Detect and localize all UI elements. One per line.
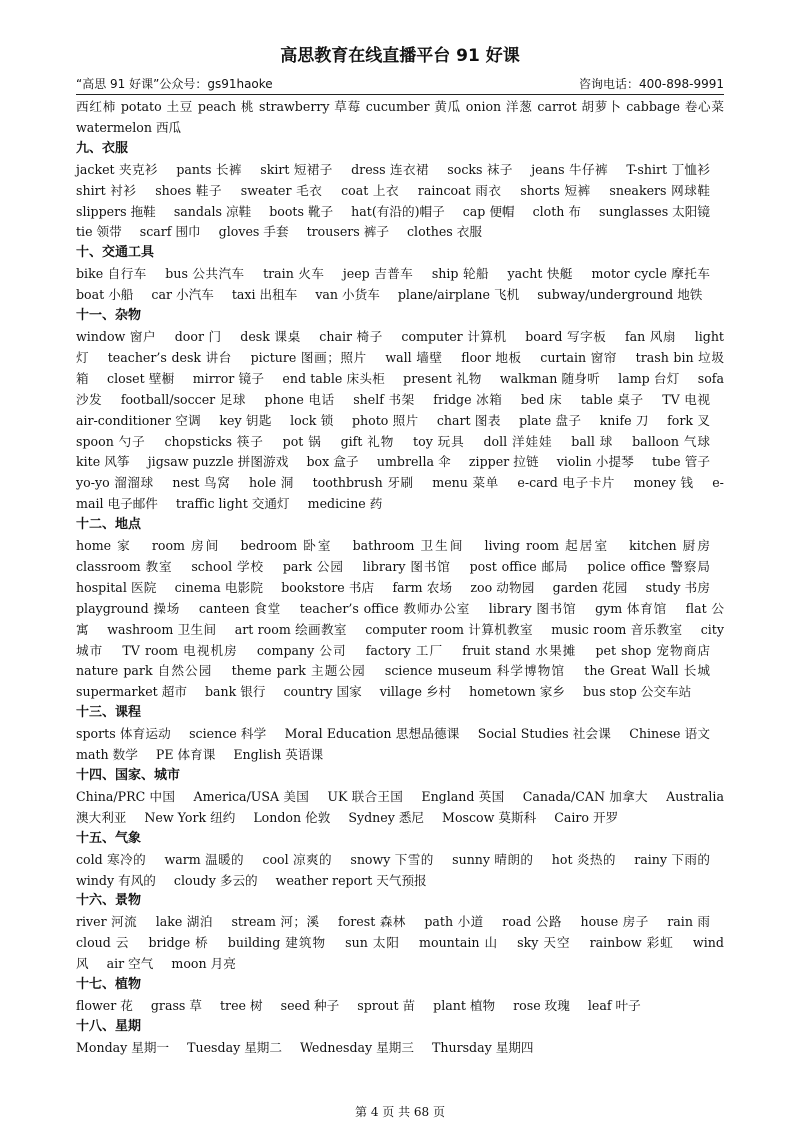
- section-title: 十一、杂物: [76, 308, 142, 324]
- vocab-item: Social Studies 社会课: [477, 726, 612, 742]
- vocab-item: gloves 手套: [218, 224, 289, 240]
- vocab-item: shirt 衬衫: [76, 182, 137, 198]
- vocab-item: park 公园: [282, 558, 344, 574]
- vocab-item: clothes 衣服: [406, 224, 482, 240]
- vocab-item: bedroom 卧室: [240, 538, 333, 554]
- vocab-item: library 图书馆: [362, 558, 451, 574]
- vocab-item: Wednesday 星期三: [300, 1039, 414, 1055]
- vocab-item: skirt 短裙子: [260, 161, 333, 177]
- vocab-item: path 小道: [424, 914, 484, 930]
- section-title: 十二、地点: [76, 517, 142, 533]
- page-header: [76, 0, 724, 95]
- vocab-item: chart 图表: [436, 412, 501, 428]
- vocab-item: phone 电话: [264, 391, 335, 407]
- vocab-item: chair 椅子: [319, 328, 383, 344]
- vocab-item: door 门: [174, 328, 222, 344]
- vocab-item: dress 连衣裙: [351, 161, 429, 177]
- vocab-item: van 小货车: [315, 287, 380, 303]
- vocab-item: teacher’s office 教师办公室: [299, 600, 471, 616]
- section-title: 十五、气象: [76, 830, 142, 846]
- vocab-item: money 钱: [633, 475, 694, 491]
- vocab-item: weather report 天气预报: [275, 872, 427, 888]
- vocab-item: lock 锁: [290, 412, 334, 428]
- vocab-item: rose 玫瑰: [513, 997, 570, 1013]
- vocab-item: building 建筑物: [227, 935, 327, 951]
- vocab-item: cloth 布: [532, 203, 582, 219]
- vocab-item: sunny 晴朗的: [452, 851, 534, 867]
- vocab-item: jacket 夹克衫: [76, 161, 158, 177]
- vocab-item: England 英国: [421, 788, 505, 804]
- section-body: [76, 912, 724, 975]
- vocab-item: bus stop 公交车站: [583, 684, 692, 700]
- vocab-item: slippers 拖鞋: [76, 203, 156, 219]
- vocab-item: scarf 围巾: [139, 224, 201, 240]
- vocab-item: flat 公寓: [76, 600, 724, 637]
- vocab-item: cap 便帽: [462, 203, 515, 219]
- vocab-item: Moral Education 思想品德课: [284, 726, 460, 742]
- vocab-item: gym 体育馆: [595, 600, 667, 616]
- vocab-item: English 英语课: [233, 747, 324, 763]
- vocab-item: snowy 下雪的: [350, 851, 434, 867]
- vocab-item: playground 操场: [76, 600, 181, 616]
- vocab-item: sneakers 网球鞋: [609, 182, 711, 198]
- vocab-item: hat(有沿的)帽子: [351, 203, 445, 219]
- vocab-item: umbrella 伞: [376, 454, 451, 470]
- vocab-item: box 盒子: [306, 454, 359, 470]
- vocab-item: fork 叉: [667, 412, 710, 428]
- vocab-item: Chinese 语文: [629, 726, 711, 742]
- vocab-item: shorts 短裤: [520, 182, 591, 198]
- vocab-item: menu 菜单: [432, 475, 499, 491]
- vocab-item: farm 农场: [392, 579, 453, 595]
- vocab-item: kitchen 厨房: [629, 538, 710, 554]
- vocab-item: curtain 窗帘: [540, 349, 618, 365]
- vocab-item: plane/airplane 飞机: [397, 287, 520, 303]
- vocab-item: living room 起居室: [484, 538, 610, 554]
- vocab-item: bridge 桥: [148, 935, 209, 951]
- section-title: 十三、课程: [76, 705, 142, 721]
- vocab-item: garden 花园: [552, 579, 628, 595]
- vocab-item: Cairo 开罗: [554, 809, 619, 825]
- section-body: [76, 536, 724, 703]
- vocab-item: cloud 云: [76, 935, 130, 951]
- vocab-item: T-shirt 丁恤衫: [626, 161, 710, 177]
- vocab-item: key 钥匙: [219, 412, 272, 428]
- vocab-item: classroom 教室: [76, 558, 173, 574]
- vocab-item: factory 工厂: [365, 642, 444, 658]
- vocab-item: PE 体育课: [155, 747, 216, 763]
- vocab-item: Moscow 莫斯科: [442, 809, 537, 825]
- section-body: [76, 264, 724, 306]
- vocab-item: cool 凉爽的: [262, 851, 332, 867]
- vocab-item: yo-yo 溜溜球: [76, 475, 154, 491]
- section-body: [76, 996, 724, 1017]
- vocab-item: forest 森林: [338, 914, 406, 930]
- vocab-item: medicine 药: [307, 496, 383, 512]
- vocab-item: China/PRC 中国: [76, 788, 176, 804]
- vocab-item: cinema 电影院: [174, 579, 264, 595]
- vocab-item: seed 种子: [280, 997, 340, 1013]
- vocab-item: air-conditioner 空调: [76, 412, 202, 428]
- vocab-item: rain 雨: [667, 914, 710, 930]
- vocab-item: balloon 气球: [632, 433, 710, 449]
- vocab-item: UK 联合王国: [327, 788, 404, 804]
- section-title: 十八、星期: [76, 1018, 142, 1034]
- vocab-item: zoo 动物园: [470, 579, 535, 595]
- vocab-item: science 科学: [189, 726, 267, 742]
- vocab-item: end table 床头柜: [282, 370, 385, 386]
- vocab-item: the Great Wall 长城: [584, 663, 710, 679]
- vocab-item: sky 天空: [517, 935, 571, 951]
- section-body: [76, 327, 724, 515]
- vocab-item: music room 音乐教室: [551, 621, 683, 637]
- vocab-item: London 伦敦: [253, 809, 331, 825]
- vocab-item: road 公路: [502, 914, 562, 930]
- vocab-item: jigsaw puzzle 拼图游戏: [147, 454, 289, 470]
- wechat-account: “高思 91 好课”公众号：gs91haoke: [76, 77, 273, 91]
- vocab-item: ship 轮船: [431, 266, 490, 282]
- vocab-item: computer room 计算机教室: [365, 621, 533, 637]
- vocab-item: hole 洞: [249, 475, 294, 491]
- vocab-item: TV room 电视机房: [122, 642, 238, 658]
- vocab-item: Sydney 悉尼: [348, 809, 425, 825]
- vocab-item: board 写字板: [525, 328, 607, 344]
- section-body: [76, 850, 724, 892]
- vocab-item: study 书房: [645, 579, 710, 595]
- vocab-item: fridge 冰箱: [433, 391, 503, 407]
- vocab-item: light 灯: [76, 328, 724, 365]
- vocab-item: bike 自行车: [76, 266, 147, 282]
- vocab-item: country 国家: [283, 684, 362, 700]
- vocab-item: supermarket 超市: [76, 684, 187, 700]
- section-body: [76, 724, 724, 766]
- section-title: 十七、植物: [76, 977, 142, 993]
- vocab-item: canteen 食堂: [198, 600, 281, 616]
- header-subline: [76, 76, 724, 92]
- vocab-item: hometown 家乡: [469, 684, 565, 700]
- vocab-item: pants 长裤: [176, 161, 242, 177]
- vocab-item: flower 花: [76, 997, 133, 1013]
- header-divider: [76, 94, 724, 95]
- vocab-item: chopsticks 筷子: [164, 433, 264, 449]
- vocab-item: theme park 主题公园: [231, 663, 366, 679]
- vocab-item: yacht 快艇: [507, 266, 573, 282]
- vocab-item: kite 风筝: [76, 454, 130, 470]
- vocab-item: plate 盘子: [519, 412, 582, 428]
- vocab-item: library 图书馆: [488, 600, 577, 616]
- vocab-item: city 城市: [76, 621, 724, 658]
- vocab-item: grass 草: [150, 997, 202, 1013]
- vocab-item: desk 课桌: [240, 328, 301, 344]
- contact-phone: 咨询电话：400-898-9991: [578, 77, 724, 91]
- vocab-item: present 礼物: [403, 370, 482, 386]
- vocab-item: art room 绘画教室: [234, 621, 347, 637]
- vocab-item: rainy 下雨的: [634, 851, 710, 867]
- vocab-item: mirror 镜子: [192, 370, 265, 386]
- vocab-item: hospital 医院: [76, 579, 157, 595]
- vocab-item: raincoat 雨衣: [417, 182, 502, 198]
- vocab-item: warm 温暖的: [164, 851, 245, 867]
- vocab-item: Thursday 星期四: [431, 1039, 534, 1055]
- section-body: [76, 160, 724, 244]
- vocab-item: boots 靴子: [269, 203, 334, 219]
- vocab-item: bus 公共汽车: [165, 266, 245, 282]
- vocabulary-content: [76, 97, 724, 1059]
- vocab-item: taxi 出租车: [231, 287, 298, 303]
- vocab-item: America/USA 美国: [193, 788, 310, 804]
- vocab-item: toothbrush 牙刷: [312, 475, 414, 491]
- vocab-item: moon 月亮: [171, 956, 236, 972]
- vocab-item: bed 床: [520, 391, 563, 407]
- vocab-item: motor cycle 摩托车: [591, 266, 710, 282]
- vocab-item: cold 寒冷的: [76, 851, 147, 867]
- vocab-item: wind 风: [76, 935, 724, 972]
- vocab-item: car 小汽车: [151, 287, 214, 303]
- vocab-item: river 河流: [76, 914, 138, 930]
- vocab-item: walkman 随身听: [499, 370, 600, 386]
- vocab-item: bank 银行: [204, 684, 266, 700]
- vocab-item: Australia 澳大利亚: [76, 788, 724, 825]
- vocab-item: New York 纽约: [144, 809, 236, 825]
- vocab-item: company 公司: [256, 642, 347, 658]
- vocab-item: math 数学: [76, 747, 138, 763]
- vocab-item: washroom 卫生间: [107, 621, 217, 637]
- vocab-item: pot 锅: [282, 433, 322, 449]
- header-title: 高思教育在线直播平台 91 好课: [280, 46, 520, 66]
- vocab-item: village 乡村: [379, 684, 452, 700]
- vocab-item: spoon 勺子: [76, 433, 146, 449]
- vocab-item: trash bin 垃圾箱: [76, 349, 724, 386]
- section-body: [76, 1038, 724, 1059]
- vocab-item: hot 炎热的: [551, 851, 616, 867]
- vocab-item: rainbow 彩虹: [589, 935, 674, 951]
- vocab-item: sun 太阳: [345, 935, 401, 951]
- vocab-item: closet 壁橱: [107, 370, 175, 386]
- vocab-item: e-card 电子卡片: [517, 475, 616, 491]
- vocab-item: tree 树: [220, 997, 263, 1013]
- vocab-item: plant 植物: [433, 997, 496, 1013]
- vocab-item: traffic light 交通灯: [175, 496, 290, 512]
- vocab-item: police office 警察局: [587, 558, 710, 574]
- vocab-item: computer 计算机: [401, 328, 507, 344]
- vocab-item: pet shop 宠物商店: [595, 642, 710, 658]
- page-footer: 第 4 页 共 68 页: [355, 1105, 445, 1119]
- vocab-item: bathroom 卫生间: [352, 538, 465, 554]
- vocab-item: nature park 自然公园: [76, 663, 213, 679]
- vocab-item: sprout 苗: [357, 997, 416, 1013]
- vocab-item: zipper 拉链: [468, 454, 539, 470]
- vocab-item: sports 体育运动: [76, 726, 171, 742]
- vocab-item: cloudy 多云的: [173, 872, 258, 888]
- vocab-item: TV 电视: [662, 391, 710, 407]
- vocab-item: Canada/CAN 加拿大: [522, 788, 648, 804]
- vocab-item: jeep 吉普车: [342, 266, 414, 282]
- vocab-item: leaf 叶子: [587, 997, 641, 1013]
- vocab-item: floor 地板: [461, 349, 522, 365]
- vocab-item: football/soccer 足球: [120, 391, 246, 407]
- vocab-item: sweater 毛衣: [240, 182, 323, 198]
- vocab-item: teacher’s desk 讲台: [107, 349, 232, 365]
- section-title: 十六、景物: [76, 893, 142, 909]
- vocab-item: coat 上衣: [341, 182, 400, 198]
- vocab-item: fan 风扇: [625, 328, 677, 344]
- vocab-item: doll 洋娃娃: [483, 433, 553, 449]
- section-title: 十、交通工具: [76, 245, 155, 261]
- vocab-item: science museum 科学博物馆: [384, 663, 566, 679]
- vocab-item: mountain 山: [419, 935, 499, 951]
- vocab-item: nest 鸟窝: [172, 475, 231, 491]
- vocab-item: e-mail 电子邮件: [76, 475, 724, 512]
- intro-line: 西红柿 potato 土豆 peach 桃 strawberry 草莓 cucumber 黄瓜 onion 洋葱 carrot 胡萝卜 cabbage 卷心菜 watermelon 西瓜: [76, 99, 724, 135]
- vocab-item: train 火车: [263, 266, 325, 282]
- vocab-item: fruit stand 水果摊: [462, 642, 577, 658]
- vocab-item: stream 河；溪: [231, 914, 320, 930]
- vocab-item: trousers 裤子: [306, 224, 389, 240]
- vocab-item: knife 刀: [599, 412, 649, 428]
- vocab-item: socks 袜子: [447, 161, 513, 177]
- vocab-item: shoes 鞋子: [155, 182, 223, 198]
- vocab-item: house 房子: [580, 914, 649, 930]
- vocab-item: picture 图画；照片: [250, 349, 367, 365]
- vocab-item: boat 小船: [76, 287, 134, 303]
- vocab-item: ball 球: [571, 433, 614, 449]
- vocab-item: violin 小提琴: [556, 454, 634, 470]
- vocab-item: subway/underground 地铁: [537, 287, 703, 303]
- section-title: 九、衣服: [76, 140, 129, 156]
- vocab-item: lamp 台灯: [618, 370, 680, 386]
- vocab-item: window 窗户: [76, 328, 157, 344]
- vocab-item: bookstore 书店: [281, 579, 375, 595]
- vocab-item: tube 管子: [651, 454, 711, 470]
- vocab-item: toy 玩具: [413, 433, 465, 449]
- vocab-item: shelf 书架: [353, 391, 415, 407]
- vocab-item: room 房间: [151, 538, 221, 554]
- section-title: 十四、国家、城市: [76, 768, 181, 783]
- vocab-item: wall 墙壁: [385, 349, 443, 365]
- vocab-item: Tuesday 星期二: [187, 1039, 282, 1055]
- vocab-item: post office 邮局: [469, 558, 569, 574]
- section-body: [76, 787, 724, 829]
- vocab-item: air 空气: [106, 956, 154, 972]
- vocab-item: sandals 凉鞋: [173, 203, 252, 219]
- vocab-item: gift 礼物: [340, 433, 395, 449]
- vocab-item: table 桌子: [580, 391, 644, 407]
- vocab-item: lake 湖泊: [155, 914, 213, 930]
- vocab-item: jeans 牛仔裤: [531, 161, 608, 177]
- vocab-item: home 家: [76, 538, 132, 554]
- vocab-item: photo 照片: [351, 412, 419, 428]
- vocab-item: tie 领带: [76, 224, 122, 240]
- vocab-item: school 学校: [191, 558, 264, 574]
- vocab-item: sunglasses 太阳镜: [599, 203, 710, 219]
- vocab-item: sofa 沙发: [76, 370, 724, 407]
- vocab-item: Monday 星期一: [76, 1039, 170, 1055]
- vocab-item: windy 有风的: [76, 872, 156, 888]
